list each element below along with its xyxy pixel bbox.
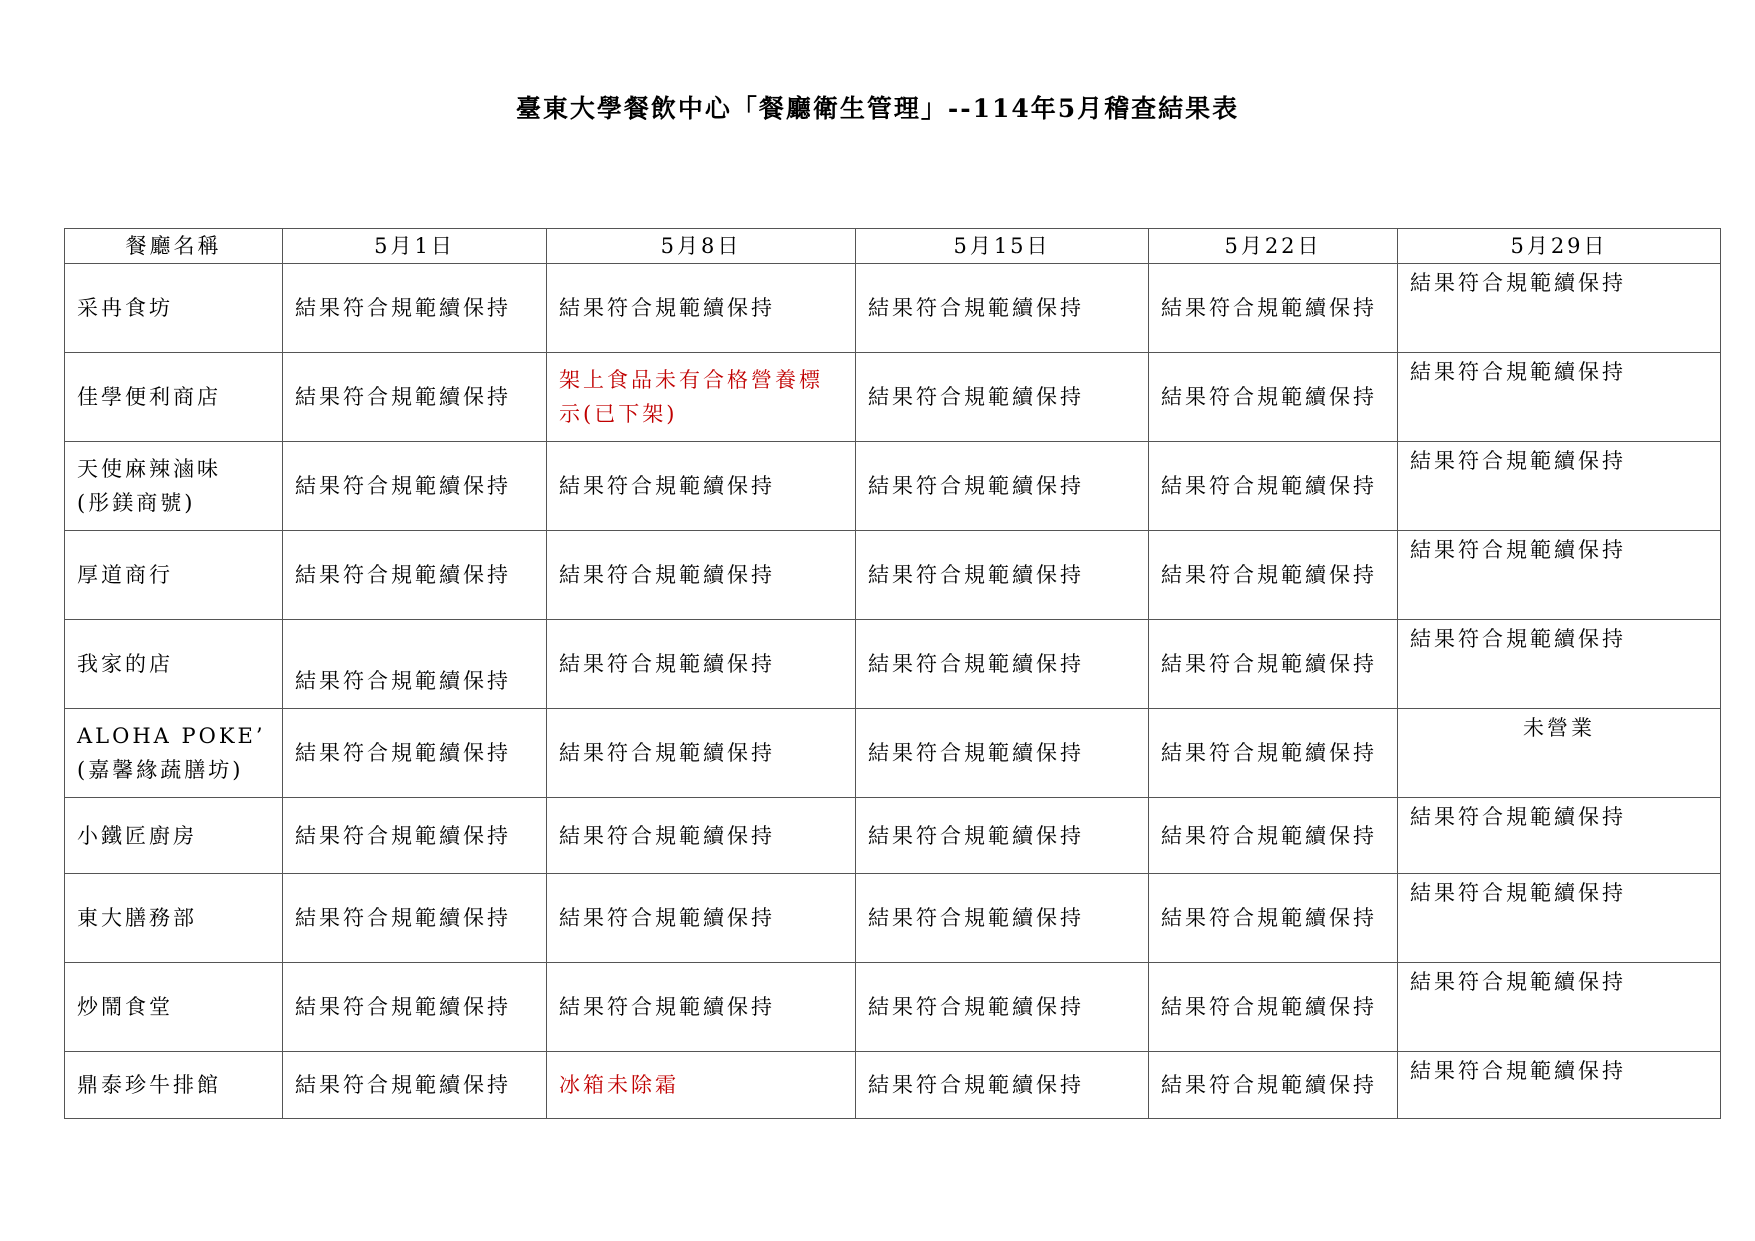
restaurant-business-name: (彤鎂商號) — [77, 491, 196, 515]
result-cell: 結果符合規範續保持 — [283, 442, 547, 531]
result-cell: 結果符合規範續保持 — [547, 531, 856, 620]
result-cell: 結果符合規範續保持 — [856, 264, 1149, 353]
restaurant-name-cell — [65, 353, 283, 442]
result-cell: 結果符合規範續保持 — [1398, 264, 1721, 353]
header-date-may-1: 5月1日 — [283, 229, 547, 264]
restaurant-name: 我家的店 — [77, 652, 173, 676]
result-cell: 結果符合規範續保持 — [283, 798, 547, 874]
result-cell: 結果符合規範續保持 — [283, 709, 547, 798]
restaurant-name: ALOHA POKE’ — [77, 724, 266, 748]
result-cell: 結果符合規範續保持 — [1398, 963, 1721, 1052]
result-cell: 結果符合規範續保持 — [856, 442, 1149, 531]
restaurant-name: 小鐵匠廚房 — [77, 823, 197, 848]
result-cell: 結果符合規範續保持 — [1149, 531, 1398, 620]
result-cell: 結果符合規範續保持 — [856, 963, 1149, 1052]
table-header-row — [65, 229, 1721, 264]
result-cell: 結果符合規範續保持 — [856, 620, 1149, 709]
document-title: 臺東大學餐飲中心「餐廳衛生管理」--114年5月稽查結果表 — [515, 94, 1240, 123]
result-cell: 結果符合規範續保持 — [1398, 874, 1721, 963]
result-cell: 結果符合規範續保持 — [1398, 442, 1721, 531]
header-restaurant-name: 餐廳名稱 — [65, 229, 283, 264]
result-cell: 結果符合規範續保持 — [283, 1052, 547, 1119]
result-cell: 結果符合規範續保持 — [1398, 531, 1721, 620]
result-cell: 結果符合規範續保持 — [1398, 1052, 1721, 1119]
restaurant-name-cell — [65, 798, 283, 874]
restaurant-name-cell — [65, 963, 283, 1052]
restaurant-name-cell — [65, 874, 283, 963]
result-cell: 結果符合規範續保持 — [1149, 620, 1398, 709]
result-cell: 結果符合規範續保持 — [856, 353, 1149, 442]
result-cell: 結果符合規範續保持 — [283, 874, 547, 963]
restaurant-name: 采冉食坊 — [77, 296, 173, 320]
result-cell: 結果符合規範續保持 — [283, 963, 547, 1052]
restaurant-name: 炒鬧食堂 — [77, 995, 173, 1019]
violation-result-cell: 架上食品未有合格營養標示(已下架) — [547, 353, 856, 442]
restaurant-name-cell — [65, 531, 283, 620]
result-cell: 結果符合規範續保持 — [1149, 1052, 1398, 1119]
restaurant-name: 鼎泰珍牛排館 — [77, 1073, 221, 1097]
result-cell: 結果符合規範續保持 — [547, 874, 856, 963]
result-cell: 結果符合規範續保持 — [547, 963, 856, 1052]
result-cell: 結果符合規範續保持 — [283, 620, 547, 709]
restaurant-name-cell — [65, 442, 283, 531]
header-date-may-8: 5月8日 — [547, 229, 856, 264]
table-row — [65, 963, 1721, 1052]
result-cell: 結果符合規範續保持 — [547, 709, 856, 798]
result-cell: 結果符合規範續保持 — [1149, 353, 1398, 442]
table-row — [65, 353, 1721, 442]
result-cell: 結果符合規範續保持 — [1398, 798, 1721, 874]
result-cell: 結果符合規範續保持 — [547, 620, 856, 709]
result-cell: 結果符合規範續保持 — [1398, 353, 1721, 442]
table-row — [65, 709, 1721, 798]
restaurant-name-cell — [65, 264, 283, 353]
table-row — [65, 531, 1721, 620]
result-cell: 結果符合規範續保持 — [1398, 620, 1721, 709]
result-cell: 結果符合規範續保持 — [283, 531, 547, 620]
restaurant-name-cell — [65, 620, 283, 709]
result-cell: 結果符合規範續保持 — [547, 442, 856, 531]
restaurant-name-cell — [65, 709, 283, 798]
result-cell: 結果符合規範續保持 — [547, 798, 856, 874]
result-cell: 結果符合規範續保持 — [1149, 798, 1398, 874]
result-cell: 結果符合規範續保持 — [856, 874, 1149, 963]
header-date-may-29: 5月29日 — [1398, 229, 1721, 264]
result-cell: 結果符合規範續保持 — [547, 264, 856, 353]
table-row — [65, 264, 1721, 353]
table-row — [65, 442, 1721, 531]
header-date-may-22: 5月22日 — [1149, 229, 1398, 264]
restaurant-name: 佳學便利商店 — [77, 385, 221, 409]
restaurant-name-cell — [65, 1052, 283, 1119]
result-cell: 結果符合規範續保持 — [856, 531, 1149, 620]
closed-status-cell: 未營業 — [1398, 709, 1721, 798]
result-cell: 結果符合規範續保持 — [856, 709, 1149, 798]
table-row — [65, 874, 1721, 963]
table-row — [65, 620, 1721, 709]
result-cell: 結果符合規範續保持 — [856, 798, 1149, 874]
violation-result-cell: 冰箱未除霜 — [547, 1052, 856, 1119]
restaurant-name: 東大膳務部 — [77, 906, 197, 930]
result-cell: 結果符合規範續保持 — [1149, 442, 1398, 531]
result-cell: 結果符合規範續保持 — [856, 1052, 1149, 1119]
result-cell: 結果符合規範續保持 — [1149, 874, 1398, 963]
table-row — [65, 798, 1721, 874]
inspection-results-table — [64, 228, 1721, 1119]
result-cell: 結果符合規範續保持 — [1149, 709, 1398, 798]
restaurant-name: 厚道商行 — [77, 563, 173, 587]
result-cell: 結果符合規範續保持 — [283, 264, 547, 353]
table-row — [65, 1052, 1721, 1119]
restaurant-name: 天使麻辣滷味 — [77, 457, 221, 481]
result-cell: 結果符合規範續保持 — [1149, 963, 1398, 1052]
header-date-may-15: 5月15日 — [856, 229, 1149, 264]
result-cell: 結果符合規範續保持 — [283, 353, 547, 442]
result-cell: 結果符合規範續保持 — [1149, 264, 1398, 353]
restaurant-business-name: (嘉馨緣蔬膳坊) — [77, 758, 244, 782]
